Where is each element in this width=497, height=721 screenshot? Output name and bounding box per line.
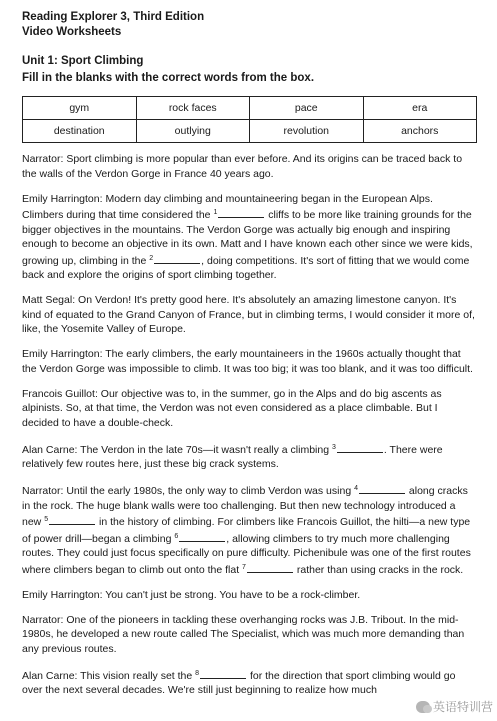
word-box — [22, 96, 477, 143]
paragraph-emily-3 — [22, 588, 477, 603]
text-span: Narrator: Sport climbing is more popular than ever before. And its origins can be traced back to the walls of the Verdon Gorge in France 40 years ago. — [22, 153, 463, 180]
blank-number: 8 — [195, 669, 200, 677]
blank-line[interactable] — [200, 668, 246, 679]
blank-number: 1 — [213, 209, 218, 216]
blank-number: 3 — [331, 443, 336, 451]
text-span: rather than using cracks in the rock. — [293, 563, 464, 576]
unit-title: Unit 1: Sport Climbing — [22, 55, 144, 67]
word-cell: revolution — [250, 120, 364, 143]
blank-number: 7 — [242, 563, 246, 571]
text-span: in the history of climbing. For climbers like Francois Guillot, the hilti—a new type of power drill—began a climbing — [22, 516, 471, 545]
paragraph-emily-2 — [22, 347, 477, 376]
text-span: Emily Harrington: Modern day climbing and mountaineering began in the European Alps. Climbers during that time considered the — [22, 192, 433, 221]
text-span: , doing competitions. It's sort of fitting that we would come back and explore the origins of sport climbing together. — [22, 254, 470, 281]
word-cell: destination — [23, 120, 137, 143]
paragraph-narrator-intro — [22, 152, 477, 181]
paragraph-alan-2 — [22, 667, 477, 698]
instructions: Fill in the blanks with the correct words from the box. — [22, 72, 315, 84]
watermark — [416, 698, 493, 715]
blank-number: 2 — [149, 254, 154, 262]
text-span: Emily Harrington: You can't just be strong. You have to be a rock-climber. — [22, 588, 361, 601]
book-title: Reading Explorer 3, Third Edition — [22, 11, 205, 23]
paragraph-narrator-3 — [22, 613, 477, 657]
worksheet-page — [22, 10, 477, 708]
text-span: Emily Harrington: The early climbers, the early mountaineers in the 1960s actually thought that the Verdon Gorge was impossible to climb. It was too big; it was too blank, and it was too difficult. — [22, 348, 473, 375]
text-span: . There were relatively few routes here, just these big crack systems. — [22, 443, 443, 470]
wechat-icon — [416, 701, 430, 713]
paragraph-matt — [22, 293, 477, 337]
text-span: , allowing climbers to try much more challenging routes. They could just focus specifically on pure difficulty. Pichenibule was one of the first routes where climbers began to climb out onto the flat — [22, 532, 471, 576]
text-span: Alan Carne: This vision really set the — [22, 669, 196, 682]
blank-line[interactable] — [247, 562, 293, 573]
text-span: Narrator: Until the early 1980s, the only way to climb Verdon was using — [22, 485, 355, 497]
blank-number: 6 — [174, 532, 179, 540]
blank-line[interactable] — [179, 531, 225, 542]
text-span: for the direction that sport climbing would go over the next several decades. We're still just beginning to realize how much — [22, 669, 456, 696]
word-cell: anchors — [363, 120, 477, 143]
paragraph-narrator-2 — [22, 482, 477, 577]
word-box-row — [23, 120, 477, 143]
text-span: Francois Guillot: Our objective was to, in the summer, go in the Alps and do big ascents as alpinists. So, at that time, the Verdon was not even considered as a place climbable. But I decided to have a double-check. — [22, 387, 442, 429]
word-cell: pace — [250, 97, 364, 120]
blank-line[interactable] — [154, 253, 200, 264]
worksheet-subtitle: Video Worksheets — [22, 26, 122, 38]
word-cell: rock faces — [136, 97, 250, 120]
paragraph-alan-1 — [22, 441, 477, 472]
word-box-row — [23, 97, 477, 120]
blank-number: 4 — [354, 485, 358, 492]
text-span: along cracks in the rock. The huge blank walls were too challenging. But then new technology introduced a new — [22, 485, 468, 528]
watermark-text: 英语特训营 — [432, 700, 493, 714]
word-cell: outlying — [136, 120, 250, 143]
word-cell: gym — [23, 97, 137, 120]
text-span: Matt Segal: On Verdon! It's pretty good here. It's absolutely an amazing limestone canyon. It's kind of equated to the Grand Canyon of France, but in climbing terms, I would consider it more of, like, the Yosemite Valley of Europe. — [22, 294, 475, 335]
blank-line[interactable] — [337, 442, 383, 453]
paragraph-francois — [22, 387, 477, 431]
transcript — [22, 152, 477, 698]
text-span: Alan Carne: The Verdon in the late 70s—it wasn't really a climbing — [22, 443, 332, 456]
word-cell: era — [363, 97, 477, 120]
text-span: Narrator: One of the pioneers in tackling these overhanging rocks was J.B. Tribout. In the mid-1980s, he developed a new route called The Specialist, which was much more demanding than any previous routes. — [22, 613, 465, 655]
blank-number: 5 — [44, 516, 49, 523]
blank-line[interactable] — [218, 207, 264, 218]
paragraph-emily-1 — [22, 192, 477, 283]
blank-line[interactable] — [49, 514, 95, 525]
text-span: cliffs to be more like training grounds for the bigger objectives in the mountains. The Verdon Gorge was actually big enough and inspiring enough to become an objective in its own. Matt and I have known each other since we were kids, growing up, climbing in the — [22, 209, 473, 267]
blank-line[interactable] — [359, 483, 405, 494]
